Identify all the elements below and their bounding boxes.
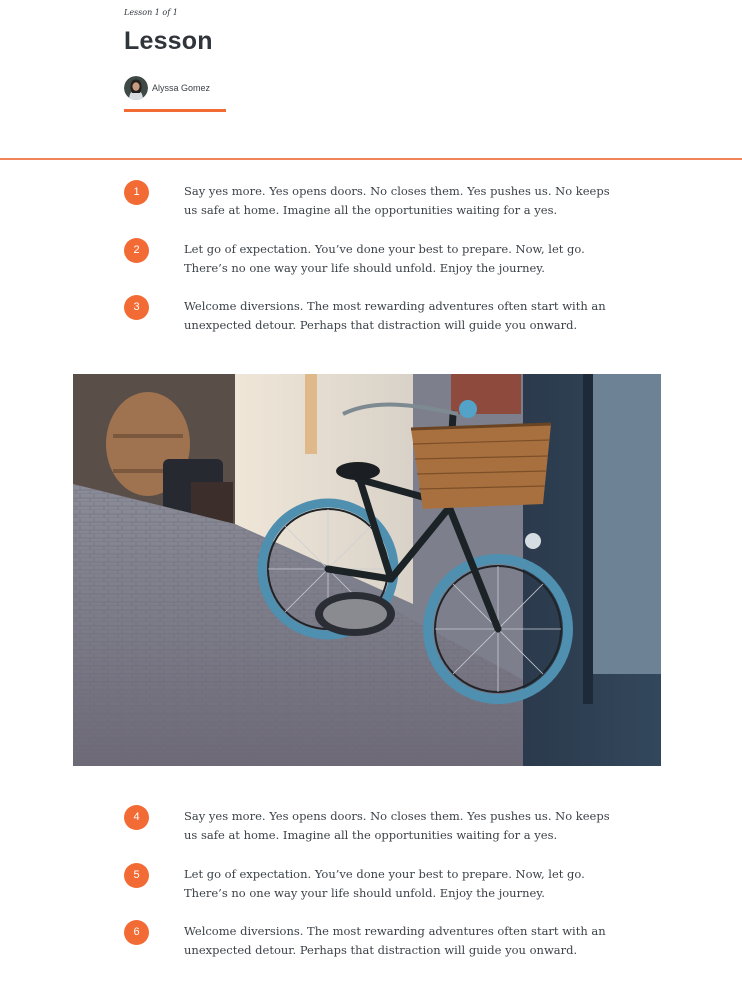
list-item	[124, 920, 624, 978]
list-item	[124, 295, 624, 353]
step-number-badge: 5	[124, 863, 149, 888]
author-info	[124, 76, 210, 100]
list-item	[124, 238, 624, 296]
step-text: Let go of expectation. You’ve done your best to prepare. Now, let go. There’s no one way your life should unfold. Enjoy the journey.	[184, 241, 585, 275]
list-item	[124, 180, 624, 238]
lesson-counter: Lesson 1 of 1	[124, 8, 178, 17]
numbered-list-bottom	[124, 805, 624, 978]
page-title: Lesson	[124, 27, 213, 55]
step-text: Say yes more. Yes opens doors. No closes them. Yes pushes us. No keeps us safe at home. Imagine all the opportunities waiting for a yes.	[184, 184, 610, 217]
step-text: Welcome diversions. The most rewarding adventures often start with an unexpected detour. Perhaps that distraction will guide you onward.	[184, 924, 606, 957]
avatar	[124, 76, 148, 100]
step-number-badge: 4	[124, 805, 149, 830]
step-text: Say yes more. Yes opens doors. No closes them. Yes pushes us. No keeps us safe at home. Imagine all the opportunities waiting for a yes.	[184, 809, 610, 842]
list-item	[124, 863, 624, 921]
list-item	[124, 805, 624, 863]
step-number-badge: 6	[124, 920, 149, 945]
step-number-badge: 3	[124, 295, 149, 320]
step-number-badge: 1	[124, 180, 149, 205]
author-name: Alyssa Gomez	[152, 83, 211, 93]
step-text: Let go of expectation. You’ve done your best to prepare. Now, let go. There’s no one way your life should unfold. Enjoy the journey.	[184, 866, 585, 900]
header-underline	[124, 109, 226, 112]
bicycle-image-icon	[73, 374, 661, 766]
section-divider	[0, 158, 742, 160]
bicycle-photo	[73, 374, 661, 766]
avatar-photo-icon	[124, 76, 148, 100]
numbered-list-top	[124, 180, 624, 353]
step-text: Welcome diversions. The most rewarding adventures often start with an unexpected detour. Perhaps that distraction will guide you onward.	[184, 299, 606, 332]
step-number-badge: 2	[124, 238, 149, 263]
